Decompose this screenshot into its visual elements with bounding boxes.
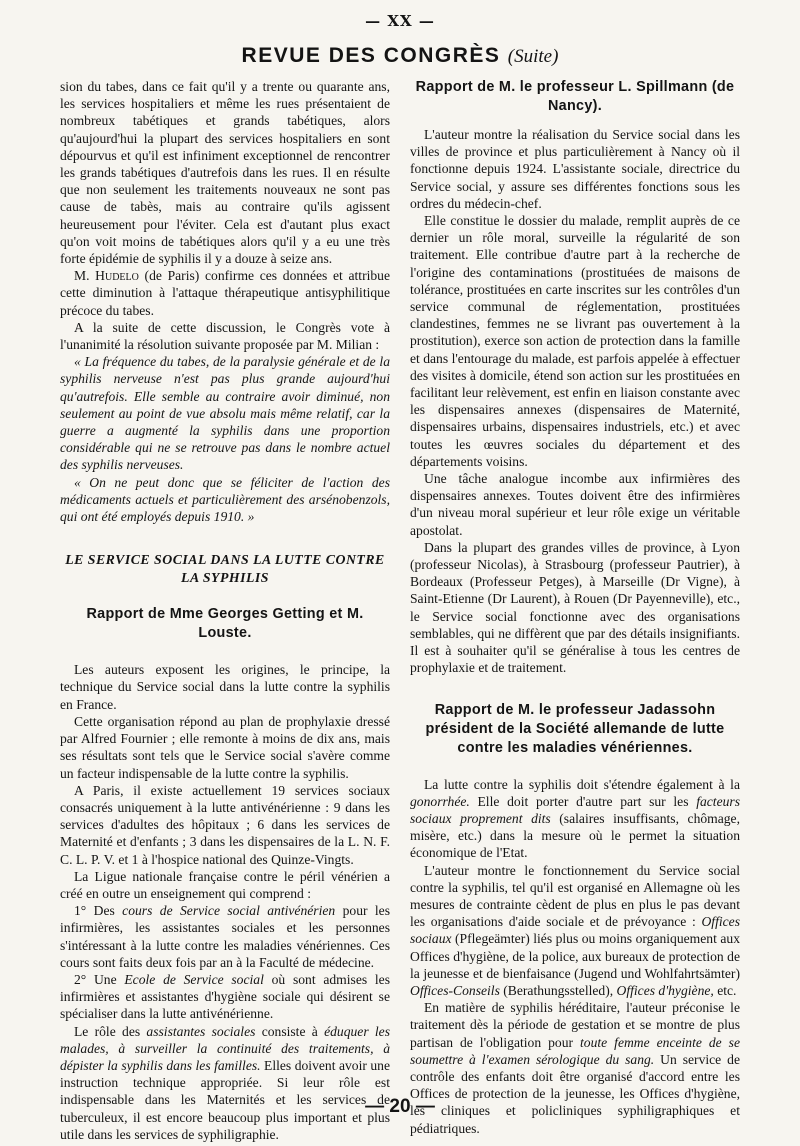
paragraph: Dans la plupart des grandes villes de province, à Lyon (professeur Nicolas), à Strasbourg (professeur Pautrier), à Bordeaux (Professeur Petges), à Marseille (Dr Vigne), à Saint-Etienne (Dr Laurent), à Rouen (Dr Payenneville), etc., le Service social fonctionne avec des organisations semblables, qui ne diffèrent que par des détails insignifiants. Il est à souhaiter qu'il se généralise à tous les centres de prophylaxie et de traitement. — [410, 539, 740, 676]
running-title — [0, 44, 800, 68]
left-column — [60, 78, 390, 1143]
text: où sont admises les infirmières et assistantes d'hygiène sociale qui désirent se spécialiser dans la lutte antivénérienne. — [60, 971, 390, 1022]
paragraph: sion du tabes, dans ce fait qu'il y a trente ou quarante ans, les services hospitaliers et même les rues présentaient de nombreux tabétiques et grands tabétiques, alors qu'aujourd'hui la plupart des services hospitaliers en sont dépourvus et qu'il est infiniment exceptionnel de rencontrer les grands tabétiques d'autrefois dans les rues. Il en résulte que non seulement les traitements nouveaux ne sont pas cause de tabès, mais au contraire qu'ils agissent heureusement pour l'éviter. Cela est d'autant plus exact qu'on voit moins de tabétiques alors qu'il y a eu une très forte épidémie de syphilis il y a douze à seize ans. — [60, 79, 390, 267]
text: L'auteur montre le fonctionnement du Service social contre la syphilis, tel qu'il est organisé en Allemagne où les mesures de contrainte cèdent de plus en plus le pas devant les organisations d'aide sociale et de prévoyance : — [410, 862, 740, 930]
text: Elle doit porter d'autre part sur les — [469, 793, 697, 809]
paragraph — [60, 971, 390, 1023]
emphasis: cours de Service social antivénérien — [122, 903, 336, 919]
paragraph — [60, 267, 390, 319]
report-title: Rapport de M. le professeur L. Spillmann (de Nancy). — [415, 79, 735, 114]
emphasis: toute femme enceinte de se soumettre à l'examen sérologique du sang. — [410, 1034, 740, 1067]
text: (salaires insuffisants, chômage, misère, etc.) dans la mesure où le permet la situation économique de l'Etat. — [410, 810, 740, 861]
right-column — [410, 78, 740, 1137]
text: 1° Des — [74, 903, 123, 919]
text: Le rôle des — [74, 1023, 147, 1039]
text: Un service de contrôle des enfants doit être organisé d'accord entre les Offices de protection de la jeunesse, les Offices d'hygiène, les cliniques et policliniques syphiligraphiques et pédiatriques. — [410, 1051, 740, 1136]
resolution-quote: « On ne peut donc que se féliciter de l'action des médicaments actuels et particulièrement des arsénobenzols, qui ont été employés depuis 1910. » — [60, 474, 390, 525]
paragraph — [60, 1023, 390, 1143]
paragraph: L'auteur montre la réalisation du Service social dans les villes de province et plus particulièrement à Nancy où il fonctionne depuis 1924. L'assistante sociale, directrice du Service social, y assure ses différentes fonctions sous les ordres du médecin-chef. — [410, 127, 740, 211]
emphasis: Ecole de Service social — [124, 971, 264, 987]
journal-title: REVUE DES CONGRÈS — [241, 44, 501, 67]
page-number: — 20 — — [365, 1096, 435, 1117]
report-title: Rapport de M. le professeur Jadassohn président de la Société allemande de lutte contre les maladies vénériennes. — [425, 701, 725, 756]
paragraph: Une tâche analogue incombe aux infirmières des dispensaires annexes. Toutes doivent être des infirmières d'un niveau moral supérieur et leur rôle exige un véritable apostolat. — [410, 471, 740, 538]
resolution-quote: « La fréquence du tabes, de la paralysie générale et de la syphilis nerveuse n'est pas plus grande aujourd'hui qu'autrefois. Elle semble au contraire avoir diminué, non seulement au point de vue absolu mais même relatif, car la guerre a augmenté la syphilis dans une proportion considérable qui ne se retrouve pas dans le nombre actuel des syphilis nerveuses. — [60, 354, 390, 473]
emphasis: Offices d'hygiène, — [616, 982, 714, 998]
section-title: LE SERVICE SOCIAL DANS LA LUTTE CONTRE LA SYPHILIS — [65, 552, 385, 586]
paragraph: Elle constitue le dossier du malade, remplit auprès de ce dernier un rôle moral, surveille la régularité de son traitement. Elle contribue d'autre part à la recherche de l'origine des contaminations (prostituées de maisons de tolérance, prostituées en carte inscrites sur les contrôles d'un service communal de réglementation, prostituées clandestines, femmes ne se livrant pas ouvertement à la prostitution), exerce son action de protection dans la famille et dans l'entourage du malade, est parfois appelée à effectuer des visites à domicile, étend son action sur les prostituées en facilitant leur relèvement, est enfin en liaison constante avec les dispensaires annexes (dispensaires de Maternité, dispensaires urbains, dispensaires industriels, etc.) et avec toutes les œuvres sociales du département et des départements voisins. — [410, 213, 740, 469]
paragraph — [410, 862, 740, 1000]
paragraph-text: (de Paris) confirme ces données et attribue cette diminution à l'attaque thérapeutique antisyphilitique précoce du tabes. — [60, 268, 390, 318]
emphasis: Offices-Conseils — [410, 982, 500, 998]
paragraph: A Paris, il existe actuellement 19 services sociaux consacrés uniquement à la lutte antivénérienne : 9 dans les services d'adultes des hôpitaux ; 6 dans les services de Maternité et d'enfants ; 3 dans les dispensaires de la L. N. F. C. L. P. V. et 1 à l'hospice national des Quinze-Vingts. — [60, 782, 390, 867]
text: La lutte contre la syphilis doit s'étendre également à la — [424, 776, 740, 792]
text: pour les infirmières, les assistantes sociales et les personnes s'intéressant à la lutte contre les maladies vénériennes. Ces cours sont faits deux fois par an à la Faculté de médecine. — [60, 903, 391, 970]
text: etc. — [713, 982, 737, 998]
text: 2° Une — [74, 971, 125, 987]
journal-title-suite: (Suite) — [507, 46, 559, 67]
emphasis: éduquer les malades, à surveiller la continuité des traitements, à dépister la syphilis dans les familles. — [60, 1023, 390, 1073]
paragraph: Cette organisation répond au plan de prophylaxie dressé par Alfred Fournier ; elle remonte à moins de dix ans, mais ses résultats sont tels que le Service social s'avère comme un facteur indispensable de la lutte contre la syphilis. — [60, 713, 390, 781]
paragraph: Les auteurs exposent les origines, le principe, la technique du Service social dans la lutte contre la syphilis en France. — [60, 662, 390, 712]
text: Elles doivent avoir une instruction technique appropriée. Si leur rôle est indispensable dans les Maternités et les services de tuberculeux, il est encore beaucoup plus important et plus utile dans les services de syphiligraphie. — [60, 1057, 391, 1142]
text: En matière de syphilis héréditaire, l'auteur préconise le traitement dès la période de gestation et se montre de plus partisan de l'obligation pour — [410, 1000, 740, 1050]
emphasis: assistantes sociales — [146, 1023, 256, 1039]
text: (Berathungsstelled), — [499, 982, 617, 998]
emphasis: Offices sociaux — [410, 914, 740, 947]
speaker-name: M. Hudelo — [74, 268, 139, 284]
emphasis: gonorrhée. — [410, 793, 470, 809]
paragraph — [60, 902, 390, 971]
emphasis: facteurs sociaux proprement dits — [410, 793, 740, 826]
paragraph — [410, 776, 740, 862]
report-title: Rapport de Mme Georges Getting et M. Louste. — [86, 606, 364, 642]
roman-page-marker: — XX — — [365, 12, 435, 30]
text: (Pflegeämter) liés plus ou moins organiquement aux Offices d'hygiène, de la police, aux bureaux de protection de la jeunesse et de bienfaisance (Jugend und Wohlfahrtsämter) — [410, 931, 740, 981]
text: consiste à — [255, 1023, 325, 1039]
paragraph: A la suite de cette discussion, le Congrès vote à l'unanimité la résolution suivante proposée par M. Milian : — [60, 319, 390, 353]
paragraph: La Ligue nationale française contre le péril vénérien a créé en outre un enseignement qui comprend : — [60, 868, 390, 901]
